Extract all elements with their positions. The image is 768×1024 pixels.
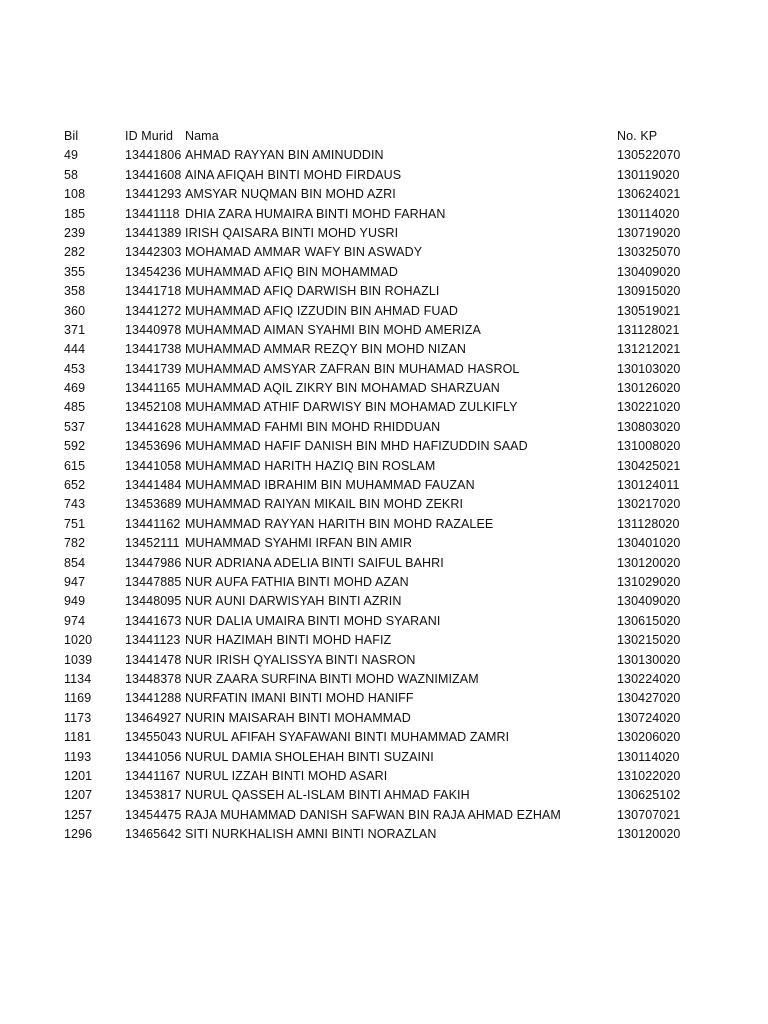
- cell-no-kp: 130519021: [617, 303, 681, 318]
- cell-nama: MUHAMMAD AFIQ IZZUDIN BIN AHMAD FUAD: [185, 303, 459, 318]
- cell-id-murid: 13447885: [125, 574, 182, 589]
- cell-no-kp: 130119020: [617, 167, 680, 182]
- table-row: [64, 573, 768, 592]
- cell-no-kp: 130215020: [617, 633, 681, 648]
- cell-bil: 49: [64, 148, 79, 163]
- cell-id-murid: 13442303: [125, 245, 182, 260]
- cell-bil: 444: [64, 342, 86, 357]
- cell-nama: NURIN MAISARAH BINTI MOHAMMAD: [185, 710, 411, 725]
- cell-no-kp: 130124011: [617, 478, 680, 493]
- cell-bil: 652: [64, 478, 86, 493]
- cell-id-murid: 13452111: [125, 536, 180, 551]
- cell-id-murid: 13448095: [125, 594, 182, 609]
- table-row: [64, 554, 768, 573]
- cell-nama: MUHAMMAD ATHIF DARWISY BIN MOHAMAD ZULKIFLY: [185, 400, 518, 415]
- cell-bil: 743: [64, 497, 86, 512]
- cell-bil: 282: [64, 245, 86, 260]
- table-row: [64, 205, 768, 224]
- cell-no-kp: 130224020: [617, 671, 681, 686]
- cell-bil: 453: [64, 361, 86, 376]
- cell-id-murid: 13441718: [125, 284, 182, 299]
- cell-no-kp: 130217020: [617, 497, 681, 512]
- cell-bil: 751: [64, 516, 86, 531]
- cell-bil: 592: [64, 439, 86, 454]
- cell-no-kp: 130915020: [617, 284, 681, 299]
- cell-id-murid: 13441608: [125, 167, 182, 182]
- table-row: [64, 146, 768, 165]
- cell-id-murid: 13441673: [125, 613, 182, 628]
- table-body: [64, 146, 768, 844]
- cell-id-murid: 13441058: [125, 458, 182, 473]
- cell-no-kp: 130126020: [617, 381, 681, 396]
- table-row: [64, 534, 768, 553]
- cell-id-murid: 13447986: [125, 555, 182, 570]
- table-row: [64, 243, 768, 262]
- table-row: [64, 825, 768, 844]
- cell-bil: 185: [64, 206, 86, 221]
- cell-id-murid: 13441484: [125, 478, 182, 493]
- table-row: [64, 263, 768, 282]
- cell-id-murid: 13441162: [125, 516, 181, 531]
- cell-id-murid: 13453817: [125, 788, 182, 803]
- cell-nama: MUHAMMAD AFIQ DARWISH BIN ROHAZLI: [185, 284, 440, 299]
- cell-bil: 854: [64, 555, 86, 570]
- cell-nama: AHMAD RAYYAN BIN AMINUDDIN: [185, 148, 384, 163]
- cell-bil: 358: [64, 284, 86, 299]
- cell-no-kp: 130206020: [617, 730, 681, 745]
- cell-no-kp: 130130020: [617, 652, 681, 667]
- cell-nama: IRISH QAISARA BINTI MOHD YUSRI: [185, 225, 399, 240]
- cell-no-kp: 130615020: [617, 613, 681, 628]
- cell-bil: 1039: [64, 652, 93, 667]
- cell-bil: 469: [64, 381, 86, 396]
- cell-bil: 1201: [64, 768, 93, 783]
- cell-bil: 371: [64, 322, 86, 337]
- cell-no-kp: 130401020: [617, 536, 681, 551]
- cell-bil: 1169: [64, 691, 92, 706]
- table-row: [64, 515, 768, 534]
- cell-bil: 485: [64, 400, 86, 415]
- cell-no-kp: 131008020: [617, 439, 681, 454]
- cell-nama: RAJA MUHAMMAD DANISH SAFWAN BIN RAJA AHMAD EZHAM: [185, 807, 561, 822]
- cell-bil: 1173: [64, 710, 92, 725]
- cell-id-murid: 13454236: [125, 264, 182, 279]
- table-row: [64, 631, 768, 650]
- table-row: [64, 185, 768, 204]
- cell-bil: 537: [64, 419, 86, 434]
- cell-id-murid: 13441738: [125, 342, 182, 357]
- cell-nama: AINA AFIQAH BINTI MOHD FIRDAUS: [185, 167, 402, 182]
- table-row: [64, 728, 768, 747]
- cell-nama: NUR DALIA UMAIRA BINTI MOHD SYARANI: [185, 613, 441, 628]
- table-row: [64, 651, 768, 670]
- cell-no-kp: 130114020: [617, 206, 680, 221]
- cell-id-murid: 13453696: [125, 439, 182, 454]
- cell-no-kp: 131022020: [617, 768, 681, 783]
- cell-nama: MUHAMMAD SYAHMI IRFAN BIN AMIR: [185, 536, 413, 551]
- header-bil: Bil: [64, 129, 79, 143]
- table-row: [64, 398, 768, 417]
- cell-bil: 615: [64, 458, 86, 473]
- cell-no-kp: 130803020: [617, 419, 681, 434]
- cell-bil: 1020: [64, 633, 93, 648]
- table-row: [64, 418, 768, 437]
- cell-no-kp: 130522070: [617, 148, 681, 163]
- cell-nama: NUR ZAARA SURFINA BINTI MOHD WAZNIMIZAM: [185, 671, 479, 686]
- cell-bil: 782: [64, 536, 86, 551]
- cell-id-murid: 13441288: [125, 691, 182, 706]
- cell-id-murid: 13441478: [125, 652, 182, 667]
- cell-no-kp: 130719020: [617, 225, 681, 240]
- cell-no-kp: 130120020: [617, 555, 681, 570]
- cell-nama: NUR AUFA FATHIA BINTI MOHD AZAN: [185, 574, 409, 589]
- cell-nama: MUHAMMAD IBRAHIM BIN MUHAMMAD FAUZAN: [185, 478, 475, 493]
- cell-no-kp: 130625102: [617, 788, 681, 803]
- cell-nama: MUHAMMAD AMSYAR ZAFRAN BIN MUHAMAD HASROL: [185, 361, 520, 376]
- header-no-kp: No. KP: [617, 129, 658, 143]
- cell-bil: 360: [64, 303, 86, 318]
- table-row: [64, 379, 768, 398]
- cell-id-murid: 13441118: [125, 206, 180, 221]
- cell-id-murid: 13441123: [125, 633, 181, 648]
- cell-id-murid: 13453689: [125, 497, 182, 512]
- cell-bil: 239: [64, 225, 86, 240]
- cell-nama: NURUL QASSEH AL-ISLAM BINTI AHMAD FAKIH: [185, 788, 470, 803]
- cell-id-murid: 13464927: [125, 710, 182, 725]
- cell-nama: MUHAMMAD HARITH HAZIQ BIN ROSLAM: [185, 458, 436, 473]
- cell-id-murid: 13452108: [125, 400, 182, 415]
- cell-bil: 1193: [64, 749, 92, 764]
- cell-bil: 949: [64, 594, 86, 609]
- header-nama: Nama: [185, 129, 219, 143]
- cell-id-murid: 13441056: [125, 749, 182, 764]
- cell-nama: MUHAMMAD RAYYAN HARITH BIN MOHD RAZALEE: [185, 516, 494, 531]
- table-row: [64, 689, 768, 708]
- cell-nama: AMSYAR NUQMAN BIN MOHD AZRI: [185, 187, 396, 202]
- cell-bil: 108: [64, 187, 86, 202]
- cell-nama: SITI NURKHALISH AMNI BINTI NORAZLAN: [185, 827, 437, 842]
- cell-no-kp: 130409020: [617, 594, 681, 609]
- cell-bil: 974: [64, 613, 86, 628]
- cell-id-murid: 13441167: [125, 768, 181, 783]
- cell-no-kp: 130724020: [617, 710, 681, 725]
- table-row: [64, 709, 768, 728]
- cell-id-murid: 13448378: [125, 671, 182, 686]
- cell-nama: MUHAMMAD AQIL ZIKRY BIN MOHAMAD SHARZUAN: [185, 381, 500, 396]
- cell-nama: MUHAMMAD AIMAN SYAHMI BIN MOHD AMERIZA: [185, 322, 481, 337]
- cell-bil: 1296: [64, 827, 93, 842]
- cell-no-kp: 130325070: [617, 245, 681, 260]
- cell-no-kp: 130103020: [617, 361, 681, 376]
- table-row: [64, 476, 768, 495]
- cell-nama: NURFATIN IMANI BINTI MOHD HANIFF: [185, 691, 414, 706]
- cell-no-kp: 131029020: [617, 574, 681, 589]
- table-row: [64, 282, 768, 301]
- table-row: [64, 495, 768, 514]
- cell-id-murid: 13441165: [125, 381, 181, 396]
- cell-no-kp: 130707021: [617, 807, 681, 822]
- table-row: [64, 321, 768, 340]
- table-row: [64, 302, 768, 321]
- cell-nama: DHIA ZARA HUMAIRA BINTI MOHD FARHAN: [185, 206, 446, 221]
- table-row: [64, 670, 768, 689]
- cell-nama: NURUL DAMIA SHOLEHAH BINTI SUZAINI: [185, 749, 434, 764]
- cell-no-kp: 130120020: [617, 827, 681, 842]
- cell-nama: MUHAMMAD AFIQ BIN MOHAMMAD: [185, 264, 399, 279]
- table-row: [64, 748, 768, 767]
- table-header-row: [64, 127, 768, 146]
- cell-no-kp: 131128020: [617, 516, 680, 531]
- cell-nama: NUR ADRIANA ADELIA BINTI SAIFUL BAHRI: [185, 555, 444, 570]
- table-row: [64, 806, 768, 825]
- cell-nama: NUR AUNI DARWISYAH BINTI AZRIN: [185, 594, 402, 609]
- cell-bil: 1207: [64, 788, 93, 803]
- cell-bil: 355: [64, 264, 86, 279]
- table-row: [64, 457, 768, 476]
- cell-nama: MUHAMMAD FAHMI BIN MOHD RHIDDUAN: [185, 419, 441, 434]
- cell-no-kp: 130221020: [617, 400, 681, 415]
- cell-id-murid: 13455043: [125, 730, 182, 745]
- cell-bil: 1257: [64, 807, 93, 822]
- student-table: [64, 127, 768, 844]
- cell-bil: 58: [64, 167, 79, 182]
- cell-id-murid: 13454475: [125, 807, 182, 822]
- cell-nama: MUHAMMAD HAFIF DANISH BIN MHD HAFIZUDDIN SAAD: [185, 439, 528, 454]
- cell-no-kp: 130624021: [617, 187, 681, 202]
- cell-nama: NURUL IZZAH BINTI MOHD ASARI: [185, 768, 388, 783]
- table-row: [64, 612, 768, 631]
- cell-nama: NURUL AFIFAH SYAFAWANI BINTI MUHAMMAD ZAMRI: [185, 730, 510, 745]
- cell-id-murid: 13441272: [125, 303, 182, 318]
- table-row: [64, 224, 768, 243]
- cell-nama: NUR HAZIMAH BINTI MOHD HAFIZ: [185, 633, 392, 648]
- cell-no-kp: 130427020: [617, 691, 681, 706]
- table-row: [64, 592, 768, 611]
- cell-no-kp: 131212021: [617, 342, 681, 357]
- cell-id-murid: 13441293: [125, 187, 182, 202]
- table-row: [64, 340, 768, 359]
- table-row: [64, 786, 768, 805]
- cell-id-murid: 13441739: [125, 361, 182, 376]
- cell-bil: 947: [64, 574, 86, 589]
- header-id-murid: ID Murid: [125, 129, 174, 143]
- table-row: [64, 360, 768, 379]
- cell-bil: 1134: [64, 671, 92, 686]
- cell-id-murid: 13440978: [125, 322, 182, 337]
- cell-bil: 1181: [64, 730, 92, 745]
- cell-nama: MUHAMMAD AMMAR REZQY BIN MOHD NIZAN: [185, 342, 467, 357]
- table-row: [64, 437, 768, 456]
- cell-nama: MUHAMMAD RAIYAN MIKAIL BIN MOHD ZEKRI: [185, 497, 464, 512]
- cell-no-kp: 130114020: [617, 749, 680, 764]
- cell-id-murid: 13441389: [125, 225, 182, 240]
- cell-no-kp: 130409020: [617, 264, 681, 279]
- cell-no-kp: 131128021: [617, 322, 680, 337]
- cell-nama: MOHAMAD AMMAR WAFY BIN ASWADY: [185, 245, 423, 260]
- table-row: [64, 767, 768, 786]
- table-row: [64, 166, 768, 185]
- cell-id-murid: 13441628: [125, 419, 182, 434]
- cell-no-kp: 130425021: [617, 458, 681, 473]
- cell-nama: NUR IRISH QYALISSYA BINTI NASRON: [185, 652, 416, 667]
- cell-id-murid: 13441806: [125, 148, 182, 163]
- cell-id-murid: 13465642: [125, 827, 182, 842]
